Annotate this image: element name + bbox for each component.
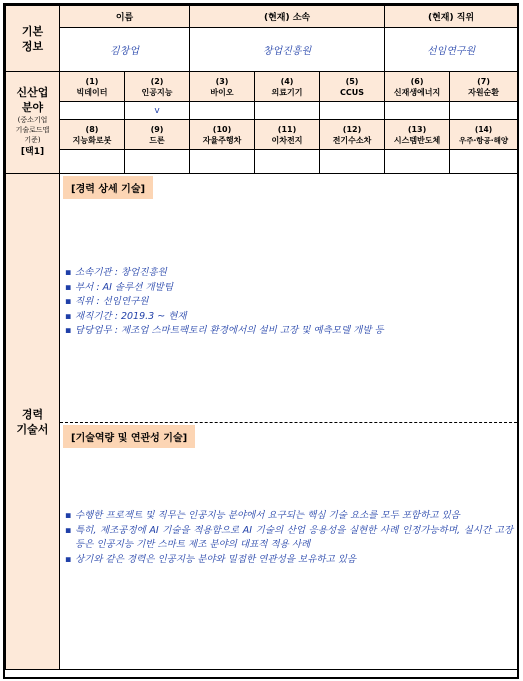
relevance-list (63, 509, 513, 567)
field-10: (10) 자율주행차 (190, 120, 255, 150)
check-field-5[interactable] (320, 102, 385, 120)
career-detail-item: ▪ 부서 : AI 솔루션 개발팀 (63, 281, 515, 296)
check-field-10[interactable] (190, 150, 255, 174)
relevance-item: ▪ 수행한 프로젝트 및 직무는 인공지능 분야에서 요구되는 핵심 기술 요소를 모두 포함하고 있음 (63, 509, 513, 524)
career-detail-section (60, 174, 517, 422)
check-field-13[interactable] (385, 150, 450, 174)
name-header: 이름 (60, 6, 190, 28)
field-14: (14) 우주·항공·해양 (450, 120, 518, 150)
check-field-7[interactable] (450, 102, 518, 120)
check-field-6[interactable] (385, 102, 450, 120)
check-field-14[interactable] (450, 150, 518, 174)
choose-one-tag: [택1] (20, 147, 45, 157)
field-2: (2) 인공지능 (125, 72, 190, 102)
new-industry-title: 신산업 분야 (16, 86, 49, 114)
field-1: (1) 빅데이터 (60, 72, 125, 102)
check-field-11[interactable] (255, 150, 320, 174)
career-detail-item: ▪ 재직기간 : 2019.3 ~ 현재 (63, 310, 515, 325)
check-field-3[interactable] (190, 102, 255, 120)
form-table (5, 5, 518, 670)
relevance-section (60, 423, 517, 669)
career-detail-title: [경력 상세 기술] (63, 176, 153, 199)
new-industry-label (6, 72, 60, 174)
career-label: 경력 기술서 (6, 174, 60, 670)
check-field-8[interactable] (60, 150, 125, 174)
career-detail-item: ▪ 직위 : 선임연구원 (63, 295, 515, 310)
check-field-1[interactable] (60, 102, 125, 120)
field-8: (8) 지능화로봇 (60, 120, 125, 150)
field-3: (3) 바이오 (190, 72, 255, 102)
field-9: (9) 드론 (125, 120, 190, 150)
field-7: (7) 자원순환 (450, 72, 518, 102)
basic-info-label: 기본 정보 (6, 6, 60, 72)
check-field-2[interactable]: v (125, 102, 190, 120)
relevance-item: ▪ 특히, 제조공정에 AI 기술을 적용함으로 AI 기술의 산업 응용성을 실현한 사례 인정가능하며, 실시간 고장 등은 인공지능 기반 스마트 제조 분야의 대표적 적용 사례 (63, 524, 513, 553)
relevance-title: [기술역량 및 연관성 기술] (63, 425, 195, 448)
check-field-12[interactable] (320, 150, 385, 174)
affiliation-header: (현재) 소속 (190, 6, 385, 28)
position-header: (현재) 직위 (385, 6, 518, 28)
relevance-item: ▪ 상기와 같은 경력은 인공지능 분야와 밀접한 연관성을 보유하고 있음 (63, 553, 513, 568)
name-value[interactable]: 김창업 (60, 28, 190, 72)
field-11: (11) 이차전지 (255, 120, 320, 150)
roadmap-note: (중소기업 기술로드맵 기준) (15, 116, 50, 144)
career-detail-item: ▪ 소속기관 : 창업진흥원 (63, 266, 515, 281)
career-detail-item: ▪ 담당업무 : 제조업 스마트팩토리 환경에서의 설비 고장 및 예측모델 개발 등 (63, 324, 515, 339)
field-5: (5) CCUS (320, 72, 385, 102)
field-13: (13) 시스템반도체 (385, 120, 450, 150)
field-6: (6) 신재생에너지 (385, 72, 450, 102)
field-12: (12) 전기수소차 (320, 120, 385, 150)
application-form (3, 3, 519, 679)
career-detail-list (63, 266, 515, 339)
position-value[interactable]: 선임연구원 (385, 28, 518, 72)
check-field-4[interactable] (255, 102, 320, 120)
career-content[interactable] (60, 174, 518, 670)
check-field-9[interactable] (125, 150, 190, 174)
affiliation-value[interactable]: 창업진흥원 (190, 28, 385, 72)
field-4: (4) 의료기기 (255, 72, 320, 102)
